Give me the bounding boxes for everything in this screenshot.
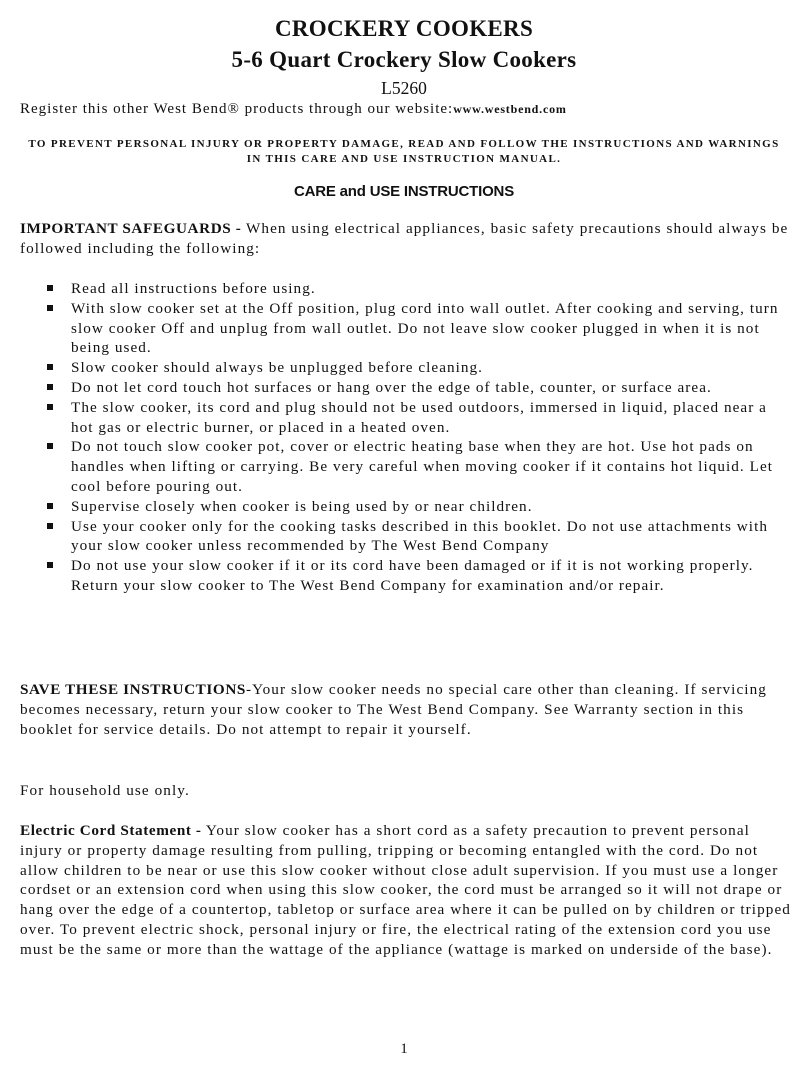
document-title: CROCKERY COOKERS: [274, 16, 534, 41]
register-line: [20, 101, 800, 118]
save-instructions-text: -Your slow cooker needs no special care other than cleaning. If servicing becomes necessary, return your slow cooker to The West Bend Company. See Warranty section in this booklet for service details. Do not attempt to repair it yourself.: [20, 681, 767, 738]
safeguards-label: IMPORTANT SAFEGUARDS -: [20, 220, 242, 237]
cord-statement-text: Your slow cooker has a short cord as a safety precaution to prevent personal injury or property damage resulting from pulling, tripping or becoming entangled with the cord. Do not allow children to be near or use this slow cooker without close adult supervision. If you must use a longer cordset or an extension cord when using this slow cooker, the cord must be arranged so it will not drape or hang over the edge of a countertop, tabletop or surface area where it can be pulled on by children or tripped over. To prevent electric shock, personal injury or fire, the electrical rating of the extension cord you use must be the same or more than the wattage of the appliance (wattage is marked on underside of the base).: [20, 822, 791, 958]
cord-statement-paragraph: [20, 821, 792, 960]
page-number: 1: [400, 1041, 408, 1057]
care-heading: CARE and USE INSTRUCTIONS: [293, 183, 514, 200]
list-item: Do not touch slow cooker pot, cover or electric heating base when they are hot. Use hot pads on handles when lifting or carrying. Be very careful when moving cooker if it contains hot liquid. Let cool before pouring out.: [20, 437, 792, 496]
cord-statement-label: Electric Cord Statement -: [20, 822, 202, 839]
list-item: Read all instructions before using.: [20, 279, 792, 299]
safeguards-paragraph: [20, 219, 792, 259]
save-instructions-label: SAVE THESE INSTRUCTIONS: [20, 681, 246, 698]
list-item: Do not let cord touch hot surfaces or hang over the edge of table, counter, or surface area.: [20, 378, 792, 398]
document-subtitle: 5-6 Quart Crockery Slow Cookers: [231, 47, 577, 72]
website-link[interactable]: www.westbend.com: [453, 102, 567, 116]
register-text: Register this other West Bend® products through our website:: [20, 101, 454, 117]
list-item: Use your cooker only for the cooking tasks described in this booklet. Do not use attachments with your slow cooker unless recommended by The West Bend Company: [20, 517, 792, 557]
list-item: Slow cooker should always be unplugged before cleaning.: [20, 358, 792, 378]
list-item: The slow cooker, its cord and plug should not be used outdoors, immersed in liquid, placed near a hot gas or electric burner, or placed in a heated oven.: [20, 398, 792, 438]
safeguards-text: When using electrical appliances, basic safety precautions should always be followed including the following:: [20, 220, 789, 257]
model-number: L5260: [381, 78, 427, 98]
warning-notice: TO PREVENT PERSONAL INJURY OR PROPERTY DAMAGE, READ AND FOLLOW THE INSTRUCTIONS AND WARNINGS IN THIS CARE AND USE INSTRUCTION MANUAL.: [28, 138, 780, 165]
save-instructions-paragraph: [20, 680, 792, 739]
list-item: With slow cooker set at the Off position, plug cord into wall outlet. After cooking and serving, turn slow cooker Off and unplug from wall outlet. Do not leave slow cooker plugged in when it is not being used.: [20, 299, 792, 358]
list-item: Supervise closely when cooker is being used by or near children.: [20, 497, 792, 517]
household-note: For household use only.: [20, 782, 190, 799]
safeguards-list: [20, 279, 792, 596]
list-item: Do not use your slow cooker if it or its cord have been damaged or if it is not working properly. Return your slow cooker to The West Bend Company for examination and/or repair.: [20, 556, 792, 596]
